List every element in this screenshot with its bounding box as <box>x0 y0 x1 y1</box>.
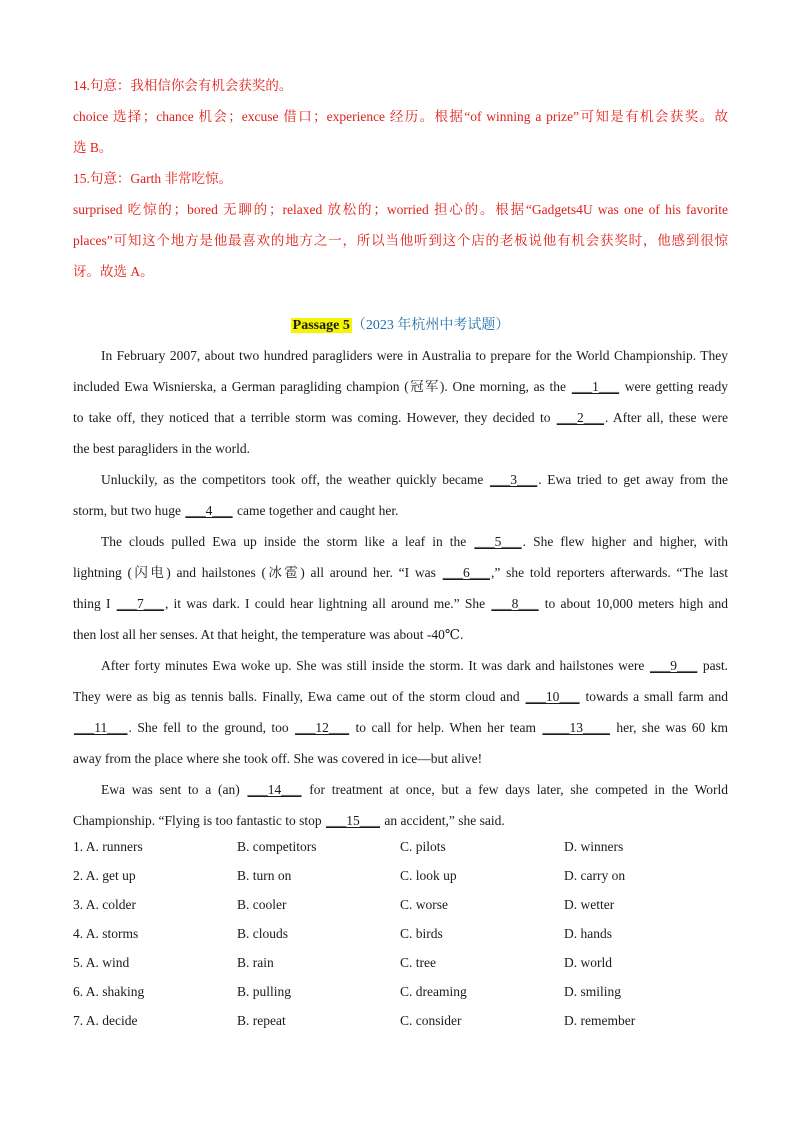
passage-line <box>73 650 728 681</box>
passage-text: away from the place where she took off. She was covered in ice—but alive! <box>73 751 483 766</box>
passage-text: lightning (闪电) and hailstones (冰雹) all around her. “I was <box>73 565 442 580</box>
option-choice: D. smiling <box>564 984 622 999</box>
passage-text: In February 2007, about two hundred paragliders were in Australia to prepare for the World Championship. They <box>101 348 728 363</box>
option-choice: B. turn on <box>237 868 292 883</box>
passage-text: . She flew higher and higher, with <box>522 534 728 549</box>
explanation-line: 15.句意：Garth 非常吃惊。 <box>73 171 232 186</box>
passage-text: Championship. “Flying is too fantastic to stop <box>73 813 325 828</box>
passage-text: . Ewa tried to get away from the <box>538 472 728 487</box>
option-choice: B. cooler <box>237 897 287 912</box>
explanation-line: choice 选择；chance 机会；excuse 借口；experience 经历。根据“of winning a prize”可知是有机会获奖。故 <box>73 109 728 124</box>
option-row <box>73 1006 728 1035</box>
passage-body <box>73 340 728 836</box>
passage-text: came together and caught her. <box>233 503 399 518</box>
passage-source: （2023 年杭州中考试题） <box>351 318 510 333</box>
option-choice: B. rain <box>237 955 274 970</box>
passage-line <box>73 712 728 743</box>
option-choice: D. wetter <box>564 897 615 912</box>
passage-text: the best paragliders in the world. <box>73 441 250 456</box>
explanation-line: 14.句意：我相信你会有机会获奖的。 <box>73 78 293 93</box>
passage-text: an accident,” she said. <box>381 813 505 828</box>
passage-text: towards a small farm and <box>585 689 728 704</box>
option-row <box>73 861 728 890</box>
option-choice: 2. A. get up <box>73 868 136 883</box>
option-choice: 3. A. colder <box>73 897 136 912</box>
answer-blank: ___14___ <box>247 782 302 797</box>
answer-blank: ___11___ <box>74 720 128 735</box>
option-choice: B. pulling <box>237 984 292 999</box>
answer-blank: ___12___ <box>295 720 350 735</box>
option-choice: C. consider <box>400 1013 462 1028</box>
passage-line <box>73 495 728 526</box>
option-row <box>73 890 728 919</box>
option-choice: C. birds <box>400 926 443 941</box>
passage-heading: Passage 5 <box>292 318 350 333</box>
option-choice: C. pilots <box>400 839 446 854</box>
option-row <box>73 948 728 977</box>
passage-line <box>73 371 728 402</box>
option-choice: C. tree <box>400 955 436 970</box>
passage-text: Unluckily, as the competitors took off, the weather quickly became <box>101 472 490 487</box>
passage-line <box>73 464 728 495</box>
passage-text: for treatment at once, but a few days later, she competed in the World <box>302 782 728 797</box>
explanation-line: 选 B。 <box>73 140 113 155</box>
passage-line <box>73 743 728 774</box>
passage-text: to take off, they noticed that a terrible storm was coming. However, they decided to <box>73 410 556 425</box>
option-row <box>73 919 728 948</box>
option-choice: C. dreaming <box>400 984 467 999</box>
answer-blank: ___15___ <box>326 813 380 828</box>
passage-line <box>73 402 728 433</box>
passage-text: Ewa was sent to a (an) <box>101 782 247 797</box>
option-choice: B. repeat <box>237 1013 286 1028</box>
answer-blank: ____13____ <box>542 720 610 735</box>
answer-blank: ___1___ <box>571 379 620 394</box>
passage-text: ,” she told reporters afterwards. “The last <box>490 565 728 580</box>
option-choice: D. winners <box>564 839 624 854</box>
option-choice: 1. A. runners <box>73 839 143 854</box>
option-choice: D. carry on <box>564 868 626 883</box>
answer-blank: ___6___ <box>442 565 490 580</box>
passage-text: They were as big as tennis balls. Finally, Ewa came out of the storm cloud and <box>73 689 525 704</box>
passage-text: storm, but two huge <box>73 503 185 518</box>
passage-line <box>73 774 728 805</box>
option-choice: D. remember <box>564 1013 636 1028</box>
passage-text: to call for help. When her team <box>350 720 542 735</box>
passage-text: . She fell to the ground, too <box>128 720 295 735</box>
passage-text: then lost all her senses. At that height, the temperature was about -40℃. <box>73 627 464 642</box>
passage-text: to about 10,000 meters high and <box>539 596 728 611</box>
option-choice: 4. A. storms <box>73 926 139 941</box>
passage-line <box>73 681 728 712</box>
explanation-line: places”可知这个地方是他最喜欢的地方之一，所以当他听到这个店的老板说他有机会获奖时，他感到很惊 <box>73 233 728 248</box>
option-choice: 7. A. decide <box>73 1013 138 1028</box>
answer-explanations <box>73 70 728 287</box>
passage-line <box>73 340 728 371</box>
option-choice: B. clouds <box>237 926 289 941</box>
answer-blank: ___2___ <box>556 410 604 425</box>
option-row <box>73 977 728 1006</box>
passage-line <box>73 526 728 557</box>
explanation-line: surprised 吃惊的；bored 无聊的；relaxed 放松的；worried 担心的。根据“Gadgets4U was one of his favorite <box>73 202 728 217</box>
passage-text: . After all, these were <box>604 410 728 425</box>
passage-text: The clouds pulled Ewa up inside the storm like a leaf in the <box>101 534 474 549</box>
passage-line <box>73 619 728 650</box>
answer-blank: ___4___ <box>185 503 233 518</box>
answer-blank: ___7___ <box>116 596 164 611</box>
passage-text: , it was dark. I could hear lightning all around me.” She <box>164 596 491 611</box>
option-choice: 6. A. shaking <box>73 984 145 999</box>
passage-text: past. <box>698 658 728 673</box>
answer-blank: ___9___ <box>650 658 698 673</box>
passage-text: thing I <box>73 596 116 611</box>
option-choice: 5. A. wind <box>73 955 130 970</box>
passage-text: her, she was 60 km <box>610 720 728 735</box>
passage-line <box>73 588 728 619</box>
passage-title <box>0 316 800 336</box>
answer-blank: ___10___ <box>525 689 580 704</box>
option-row <box>73 832 728 861</box>
option-choice: B. competitors <box>237 839 317 854</box>
option-choice: D. hands <box>564 926 612 941</box>
answer-blank: ___8___ <box>491 596 539 611</box>
option-choice: D. world <box>564 955 612 970</box>
answer-blank: ___5___ <box>474 534 522 549</box>
answer-blank: ___3___ <box>490 472 538 487</box>
option-choice: C. worse <box>400 897 448 912</box>
option-choice: C. look up <box>400 868 457 883</box>
explanation-line: 讶。故选 A。 <box>73 264 154 279</box>
passage-text: included Ewa Wisnierska, a German paragliding champion (冠军). One morning, as the <box>73 379 571 394</box>
passage-line <box>73 557 728 588</box>
passage-text: After forty minutes Ewa woke up. She was still inside the storm. It was dark and hailstones were <box>101 658 650 673</box>
passage-line <box>73 433 728 464</box>
passage-text: were getting ready <box>620 379 728 394</box>
